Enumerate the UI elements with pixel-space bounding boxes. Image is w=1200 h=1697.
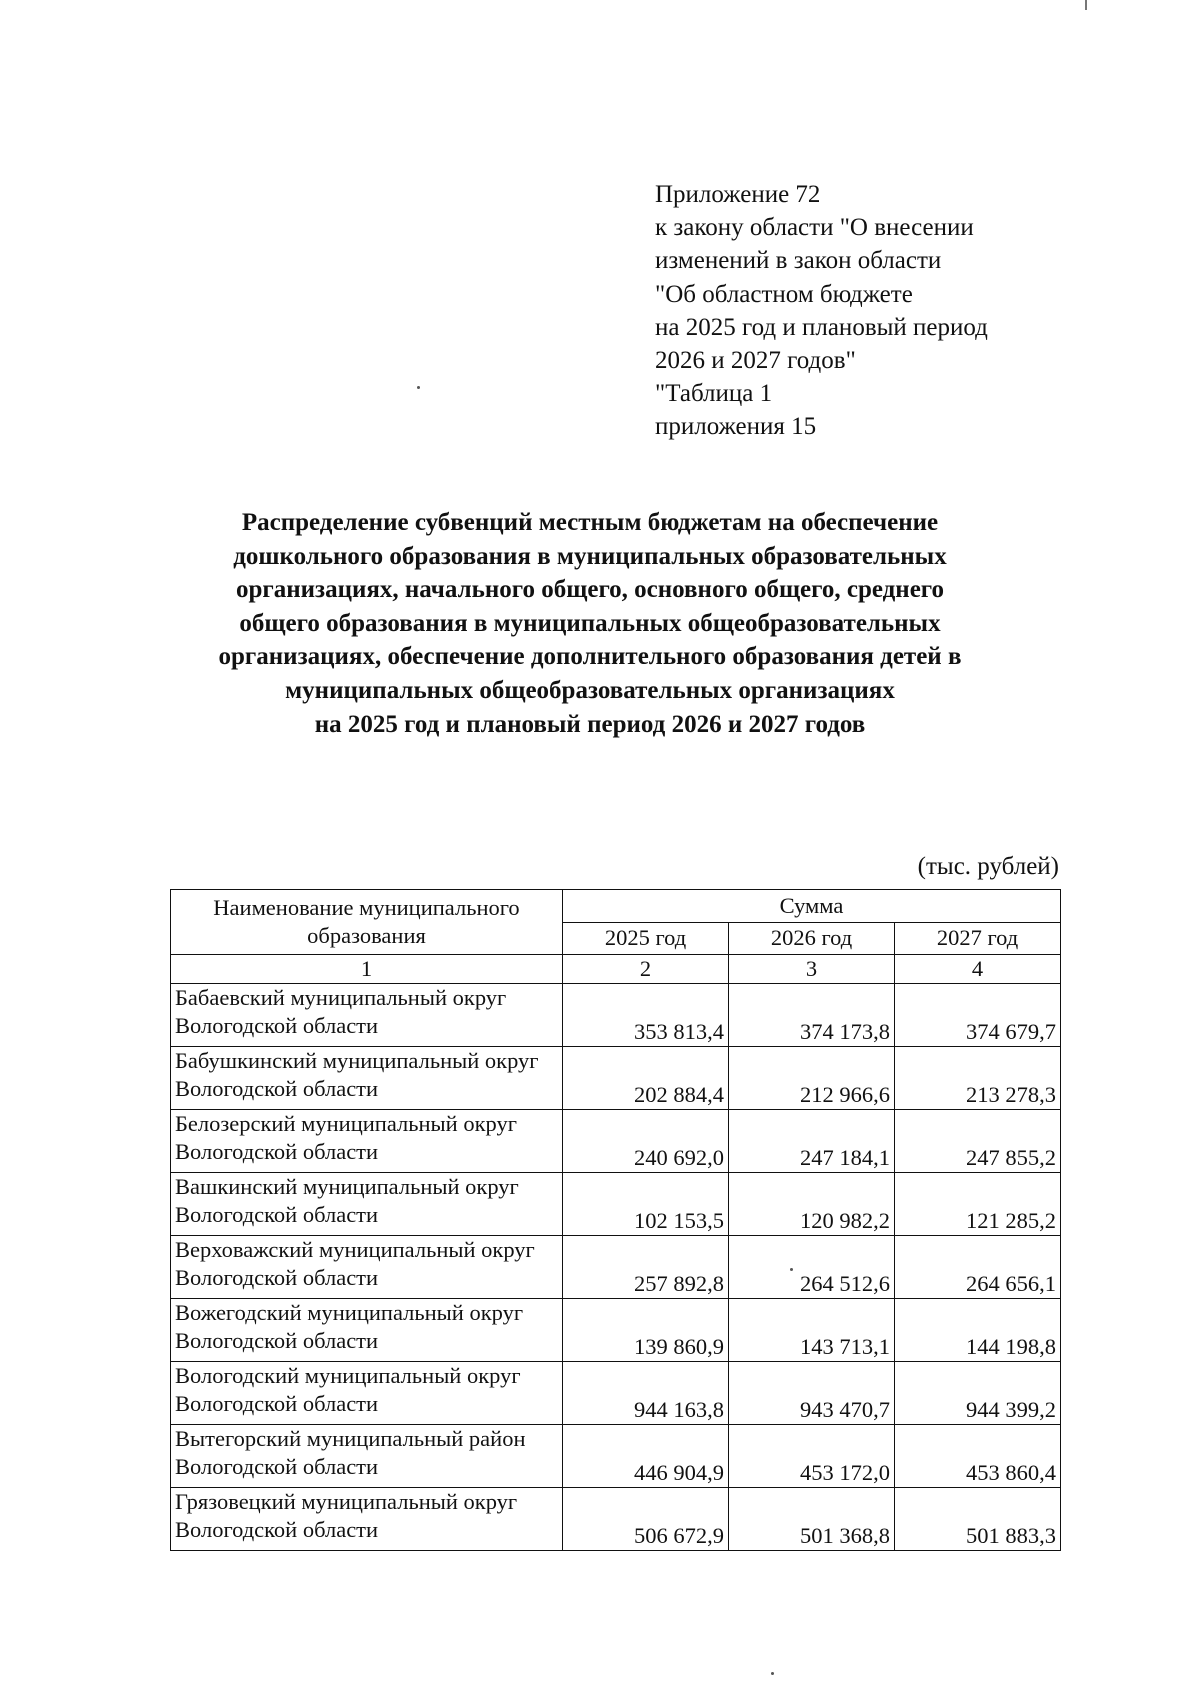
table-row	[171, 1299, 1061, 1362]
header-year: 2025 год	[563, 922, 729, 955]
document-title	[150, 506, 1030, 741]
amount-2025: 240 692,0	[563, 1110, 729, 1173]
header-municipality: Наименование муниципального образования	[171, 890, 563, 955]
amount-2025: 202 884,4	[563, 1047, 729, 1110]
amount-2027: 944 399,2	[895, 1362, 1061, 1425]
amount-2026: 264 512,6	[729, 1236, 895, 1299]
title-line: муниципальных общеобразовательных организациях	[285, 676, 895, 704]
municipality-name: Вожегодский муниципальный округ Вологодской области	[171, 1299, 563, 1362]
table-row	[171, 1110, 1061, 1173]
amount-2027: 144 198,8	[895, 1299, 1061, 1362]
municipality-name: Грязовецкий муниципальный округ Вологодской области	[171, 1488, 563, 1551]
amount-2025: 944 163,8	[563, 1362, 729, 1425]
municipality-name: Бабаевский муниципальный округ Вологодской области	[171, 984, 563, 1047]
amount-2027: 121 285,2	[895, 1173, 1061, 1236]
appendix-line: к закону области "О внесении	[655, 214, 974, 242]
title-line: организациях, обеспечение дополнительного образования детей в	[218, 643, 962, 671]
scan-edge-mark	[1085, 0, 1087, 10]
title-line: на 2025 год и плановый период 2026 и 2027 годов	[314, 710, 866, 738]
amount-2025: 139 860,9	[563, 1299, 729, 1362]
appendix-line: Приложение 72	[655, 181, 821, 208]
table-row	[171, 984, 1061, 1047]
header-year: 2027 год	[895, 922, 1061, 955]
amount-2026: 120 982,2	[729, 1173, 895, 1236]
amount-2027: 213 278,3	[895, 1047, 1061, 1110]
amount-2026: 943 470,7	[729, 1362, 895, 1425]
scan-speck	[771, 1672, 774, 1675]
amount-2025: 353 813,4	[563, 984, 729, 1047]
units-label: (тыс. рублей)	[917, 853, 1059, 880]
amount-2027: 374 679,7	[895, 984, 1061, 1047]
amount-2027: 453 860,4	[895, 1425, 1061, 1488]
amount-2026: 143 713,1	[729, 1299, 895, 1362]
amount-2025: 446 904,9	[563, 1425, 729, 1488]
amount-2025: 102 153,5	[563, 1173, 729, 1236]
appendix-line: "Об областном бюджете	[655, 280, 913, 308]
appendix-line: изменений в закон области	[655, 247, 942, 275]
column-number: 4	[895, 955, 1061, 984]
amount-2026: 501 368,8	[729, 1488, 895, 1551]
title-line: Распределение субвенций местным бюджетам на обеспечение	[241, 509, 939, 536]
column-number: 2	[563, 955, 729, 984]
title-line: дошкольного образования в муниципальных образовательных	[233, 542, 947, 570]
municipality-name: Белозерский муниципальный округ Вологодской области	[171, 1110, 563, 1173]
table-row	[171, 1425, 1061, 1488]
amount-2026: 247 184,1	[729, 1110, 895, 1173]
municipality-name: Вологодский муниципальный округ Вологодской области	[171, 1362, 563, 1425]
amount-2026: 212 966,6	[729, 1047, 895, 1110]
amount-2027: 264 656,1	[895, 1236, 1061, 1299]
column-number: 1	[171, 955, 563, 984]
appendix-line: 2026 и 2027 годов"	[655, 347, 856, 375]
column-number: 3	[729, 955, 895, 984]
title-line: общего образования в муниципальных общеобразовательных	[239, 609, 941, 637]
column-number-row	[171, 955, 1061, 984]
amount-2026: 453 172,0	[729, 1425, 895, 1488]
amount-2026: 374 173,8	[729, 984, 895, 1047]
table-row	[171, 1236, 1061, 1299]
amount-2025: 257 892,8	[563, 1236, 729, 1299]
appendix-line: на 2025 год и плановый период	[655, 313, 988, 341]
header-sum: Сумма	[563, 890, 1061, 923]
header-year: 2026 год	[729, 922, 895, 955]
subsidy-table	[170, 889, 1061, 1551]
appendix-line: "Таблица 1	[655, 380, 773, 408]
scan-speck	[417, 386, 420, 389]
amount-2025: 506 672,9	[563, 1488, 729, 1551]
amount-2027: 247 855,2	[895, 1110, 1061, 1173]
table-header-row	[171, 890, 1061, 923]
table-row	[171, 1173, 1061, 1236]
title-line: организациях, начального общего, основного общего, среднего	[235, 576, 945, 604]
table-row	[171, 1047, 1061, 1110]
table-row	[171, 1362, 1061, 1425]
municipality-name: Вытегорский муниципальный район Вологодской области	[171, 1425, 563, 1488]
amount-2027: 501 883,3	[895, 1488, 1061, 1551]
appendix-line: приложения 15	[655, 413, 817, 441]
appendix-header	[655, 178, 988, 444]
municipality-name: Верховажский муниципальный округ Вологодской области	[171, 1236, 563, 1299]
table-row	[171, 1488, 1061, 1551]
municipality-name: Вашкинский муниципальный округ Вологодской области	[171, 1173, 563, 1236]
municipality-name: Бабушкинский муниципальный округ Вологодской области	[171, 1047, 563, 1110]
